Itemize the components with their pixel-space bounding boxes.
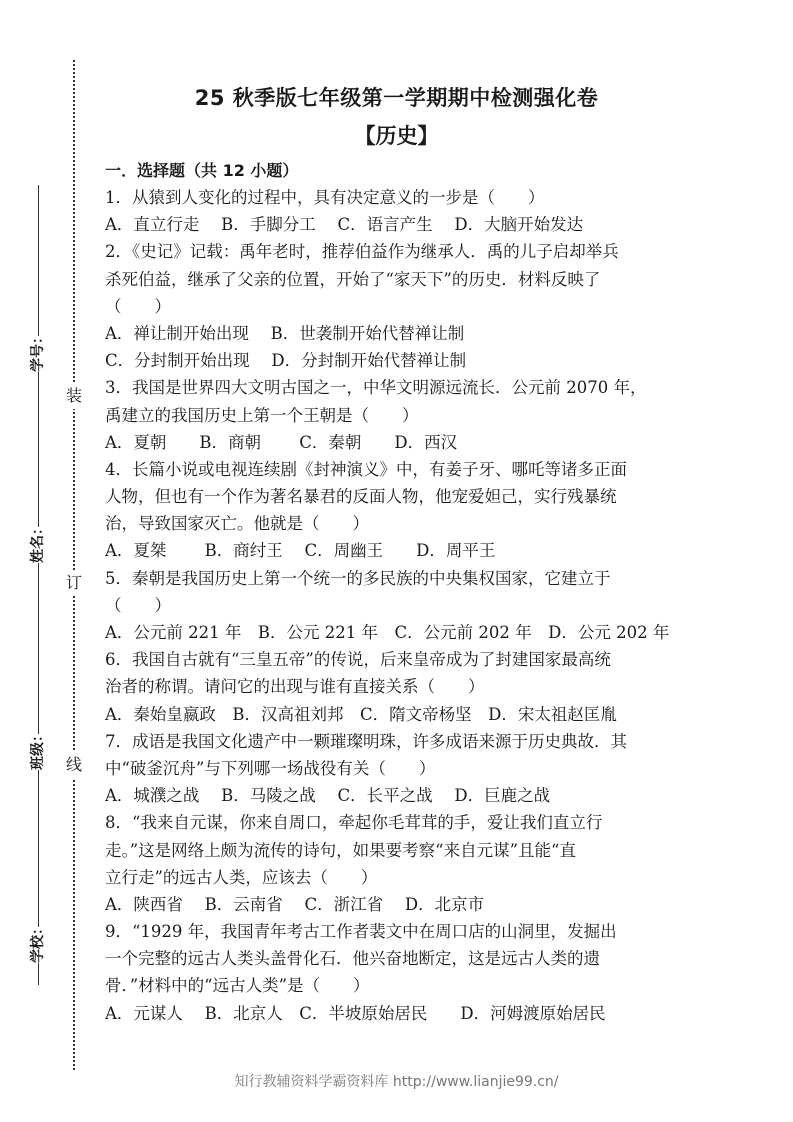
question-list [105, 184, 693, 1027]
text-line: A．夏桀 B．商纣王 C．周幽王 D．周平王 [105, 541, 496, 561]
text-line: A．秦始皇嬴政 B．汉高祖刘邦 C．隋文帝杨坚 D．宋太祖赵匡胤 [105, 704, 617, 724]
text-line: 走。”这是网络上颇为流传的诗句，如果要考察“来自元谋”且能“直 [105, 840, 576, 860]
school-label: 学校： [30, 921, 46, 963]
text-line: 5．秦朝是我国历史上第一个统一的多民族的中央集权国家，它建立于 [105, 568, 611, 588]
exam-title: 25 秋季版七年级第一学期期中检测强化卷 [194, 86, 599, 110]
text-line: A．公元前 221 年 B．公元 221 年 C．公元前 202 年 D．公元 202 年 [105, 623, 670, 642]
text-line: A．禅让制开始出现 B．世袭制开始代替禅让制 [105, 323, 465, 343]
exam-subject: 【历史】 [354, 124, 439, 148]
footer-watermark: 知行教辅资料学霸资料库 http://www.lianjie99.cn/ [234, 1074, 559, 1090]
text-line: 4．长篇小说或电视连续剧《封神演义》中，有姜子牙、哪吒等诸多正面 [105, 459, 627, 479]
binding-dotted-line [73, 60, 75, 1070]
text-line: 3．我国是世界四大文明古国之一，中华文明源远流长．公元前 2070 年， [105, 378, 647, 398]
text-line: 骨．”材料中的“远古人类”是（ ） [105, 976, 370, 996]
text-line: 中“破釜沉舟”与下列哪一场战役有关（ ） [105, 758, 436, 778]
student-id-label: 学号： [30, 330, 46, 372]
text-line: 禹建立的我国历史上第一个王朝是（ ） [105, 405, 419, 425]
text-line: （ ） [105, 296, 171, 316]
class-label: 班级： [30, 728, 46, 770]
text-line: A．夏朝 B．商朝 C．秦朝 D．西汉 [105, 432, 458, 452]
binding-mark-xian: 线 [64, 752, 84, 778]
student-name-label: 姓名： [30, 521, 46, 563]
text-line: 治者的称谓。请问它的出现与谁有直接关系（ ） [105, 677, 485, 697]
text-line: A．城濮之战 B．马陵之战 C．长平之战 D．巨鹿之战 [105, 786, 551, 806]
text-line: A．元谋人 B．北京人 C．半坡原始居民 D．河姆渡原始居民 [105, 1003, 606, 1023]
text-line: 一个完整的远古人类头盖骨化石．他兴奋地断定，这是远古人类的遗 [105, 949, 600, 969]
binding-mark-ding: 订 [64, 570, 84, 596]
text-line: 治，导致国家灭亡。他就是（ ） [105, 514, 369, 534]
text-line: 8．“我来自元谋，你来自周口，牵起你毛茸茸的手，爱让我们直立行 [105, 813, 603, 833]
text-line: 7．成语是我国文化遗产中一颗璀璨明珠，许多成语来源于历史典故．其 [105, 731, 627, 751]
text-line: 立行走”的远古人类，应该去（ ） [105, 867, 378, 887]
binding-solid-line [38, 185, 39, 985]
text-line: A．陕西省 B．云南省 C．浙江省 D．北京市 [105, 894, 485, 914]
binding-mark-zhuang: 装 [64, 383, 84, 409]
section-heading: 一．选择题（共 12 小题） [105, 161, 299, 180]
text-line: 6．我国自古就有“三皇五帝”的传说，后来皇帝成为了封建国家最高统 [105, 650, 611, 670]
text-line: 9．“1929 年，我国青年考古工作者裴文中在周口店的山洞里，发掘出 [105, 922, 617, 942]
text-line: C．分封制开始出现 D．分封制开始代替禅让制 [105, 351, 467, 371]
text-line: 2．《史记》记载：禹年老时，推荐伯益作为继承人．禹的儿子启却举兵 [105, 242, 619, 262]
text-line: 1．从猿到人变化的过程中，具有决定意义的一步是（ ） [105, 188, 545, 207]
text-line: 杀死伯益，继承了父亲的位置，开始了“家天下”的历史．材料反映了 [105, 269, 601, 289]
text-line: 人物，但也有一个作为著名暴君的反面人物，他宠爱妲己，实行残暴统 [105, 487, 617, 507]
text-line: （ ） [105, 595, 171, 615]
text-line: A．直立行走 B．手脚分工 C．语言产生 D．大脑开始发达 [105, 215, 584, 235]
